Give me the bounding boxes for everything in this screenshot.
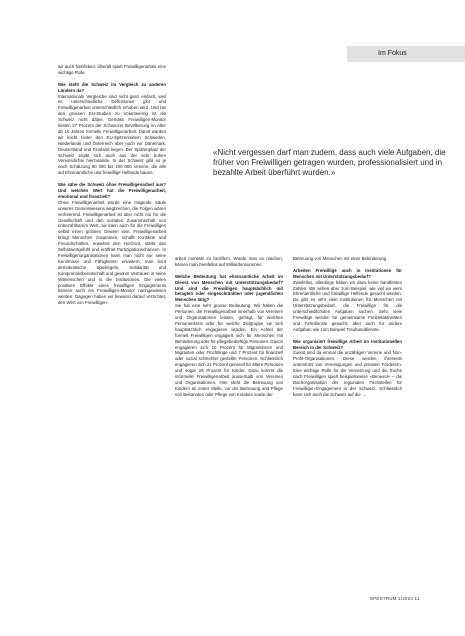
section-label: Im Fokus [378,50,407,57]
interview-question: Wie steht die Schweiz im Vergleich zu anderen Ländern da? [58,81,166,93]
paragraph: Zweifellos, allerdings haben wir dazu keine handfesten Zahlen. Wir sehen aber zum Beispiel, wie viel wo wem Ehrenamtliche und freiwillige Helfende gesucht werden. Da gibt es sehr viele Institutionen für Menschen mit Unterstützungsbedarf, die Freiwillige für die unterschiedlichsten Aufgaben suchen. Sehr viele Freiwillige werden für gemeinsame Freizeitaktivitäten und Fahrdienste gesucht, aber auch für andere Aufgaben wie zum Beispiel Treuhanddienste. [293,279,402,332]
page-footer: SPEKTRUM 1/2024 11 [370,596,420,601]
paragraph: Betreuung von Menschen mit einer Behinderung. [293,256,388,261]
continue-arrow-icon: → [361,391,367,397]
article-column-2 [175,256,283,404]
article-column-1 [58,64,166,312]
interview-question: Wie sähe die Schweiz ohne Freiwilligenarbeit aus? Und welchen Wert hat die Freiwilligenarbeit, emotional und finanziell? [58,182,166,199]
paragraph: Sie hat eine sehr grosse Bedeutung. Wir haben die Personen, die Freiwilligenarbeit innerhalb von Vereinen und Organisationen leisten, gefragt, für welchen Personenkreis oder für welche Zielgruppe sie sich hauptsächlich engagieren würden. Ein Achtel der formell Freiwilligen engagiert sich für Menschen mit Behinderung oder für pflegebedürftige Personen. Davon engagieren sich 10 Prozent für Migrantinnen und Migranten oder Flüchtlinge und 7 Prozent für finanziell oder sozial schlechter gestellte Personen. Schliesslich engagieren sich 21 Prozent generell für ältere Personen und sogar 29 Prozent für Kinder. Dazu kommt die informelle Freiwilligenarbeit ausserhalb von Vereinen und Organisationen. Hier steht die Betreuung von Kindern an erster Stelle, vor der Betreuung und Pflege von Bekannten oder Pflege von Kranken sowie der [175,303,283,397]
paragraph: wir auch hinblicken: Überall spielt Freiwilligenarbeit eine wichtige Rolle [58,64,166,75]
paragraph: Internationale Vergleiche sind nicht ganz einfach, weil es unterschiedliche Definitionen gibt und Freiwilligenarbeit unterschiedlich erhoben wird. Und bei den grossen EU-Studien zu Volunteering ist die Schweiz nicht dabei. Gemäss Freiwilligen-Monitor leisten 27 Prozent der Schweizer Bevölkerung im Alter ab 15 Jahren formelle Freiwilligenarbeit. Damit würden wir leicht hinter den EU-Spitzenreitern Schweden, Niederlande und Österreich aber noch vor Dänemark, Deutschland und Finnland liegen. Der Spitzenplatz der Schweiz ergibt sich auch aus der sehr hohen Vereinsdichte hierzulande. In der Schweiz gibt es je nach Schätzung 80 000 bis 100 000 Vereine, die alle auf Ehrenamtliche und freiwillige Helfende bauen. [58,93,166,176]
interview-question: Arbeiten Freiwillige auch in Institutionen für Menschen mit Unterstützungsbedarf? [293,267,402,279]
paragraph [293,350,402,397]
paragraph: arbeit monetär zu beziffern. Würde man es machen, kämen man zweifellos auf Milliardensummen. [175,256,283,267]
paragraph-text: Zuerst sind da einmal die unzähligen Vereine und Non-Profit-Organisationen. Diese werden ihrerseits unterstützt von Vereinigungen und privaten Förderern. Eine wichtige Rolle für die Vernetzung und die Suche nach Freiwilligen spielt beispielsweise «Benevol» – die Dachorganisation der regionalen Fachstellen für Freiwilligen-Engagement in der Schweiz. Schliesslich kann sich auch die Schweiz auf die [293,350,402,397]
interview-question: Wie organisiert freiwillige Arbeit im Institutionellen Bereich in der Schweiz? [293,338,402,350]
interview-question: Welche Bedeutung hat ehrenamtliche Arbeit im Dienst von Menschen mit Unterstützungsbedarf? Und sind die Freiwilligen hauptsächlich mit betagten oder eingeschränkten oder jugendlichen Menschen tätig? [175,273,283,303]
pull-quote: «Nicht vergessen darf man zudem, dass auch viele Aufgaben, die früher von Freiwilligen getragen wurden, professionalisiert und in bezahlte Arbeit überführt wurden.» [213,148,446,178]
paragraph: Ohne Freiwilligenarbeit würde eine tragende Säule unseres Gemeinwesens wegbrechen, die Folgen wären verheerend. Freiwilligenarbeit ist aber nicht nur für die Gesellschaft und den sozialen Zusammenhalt von unbezahlbarem Wert, sie kann auch für die Freiwilligen selbst einen grossen Gewinn sein. Freiwilligenarbeit bringt Menschen zusammen, schafft Kontakte und Freundschaften, erweitert den Horizont, stärkt das Selbstwertgefühl und eröffnet Partizipationschancen. In Freiwilligenorganisationen kann man nicht nur seine Kenntnisse und Fähigkeiten erweitern, man lernt demokratische Spielregeln, Solidarität und Kompromissbereitschaft und gewinnt Vertrauen in seine Mitmenschen und in die Institutionen. Die vielen positiven Effekte eines freiwilligen Engagements können auch ein Freiwilligen-Monitor nachgewiesen werden. Dagegen haben wir bewusst darauf verzichtet, den Wert von Freiwilligen- [58,199,166,306]
article-column-3 [293,256,402,404]
